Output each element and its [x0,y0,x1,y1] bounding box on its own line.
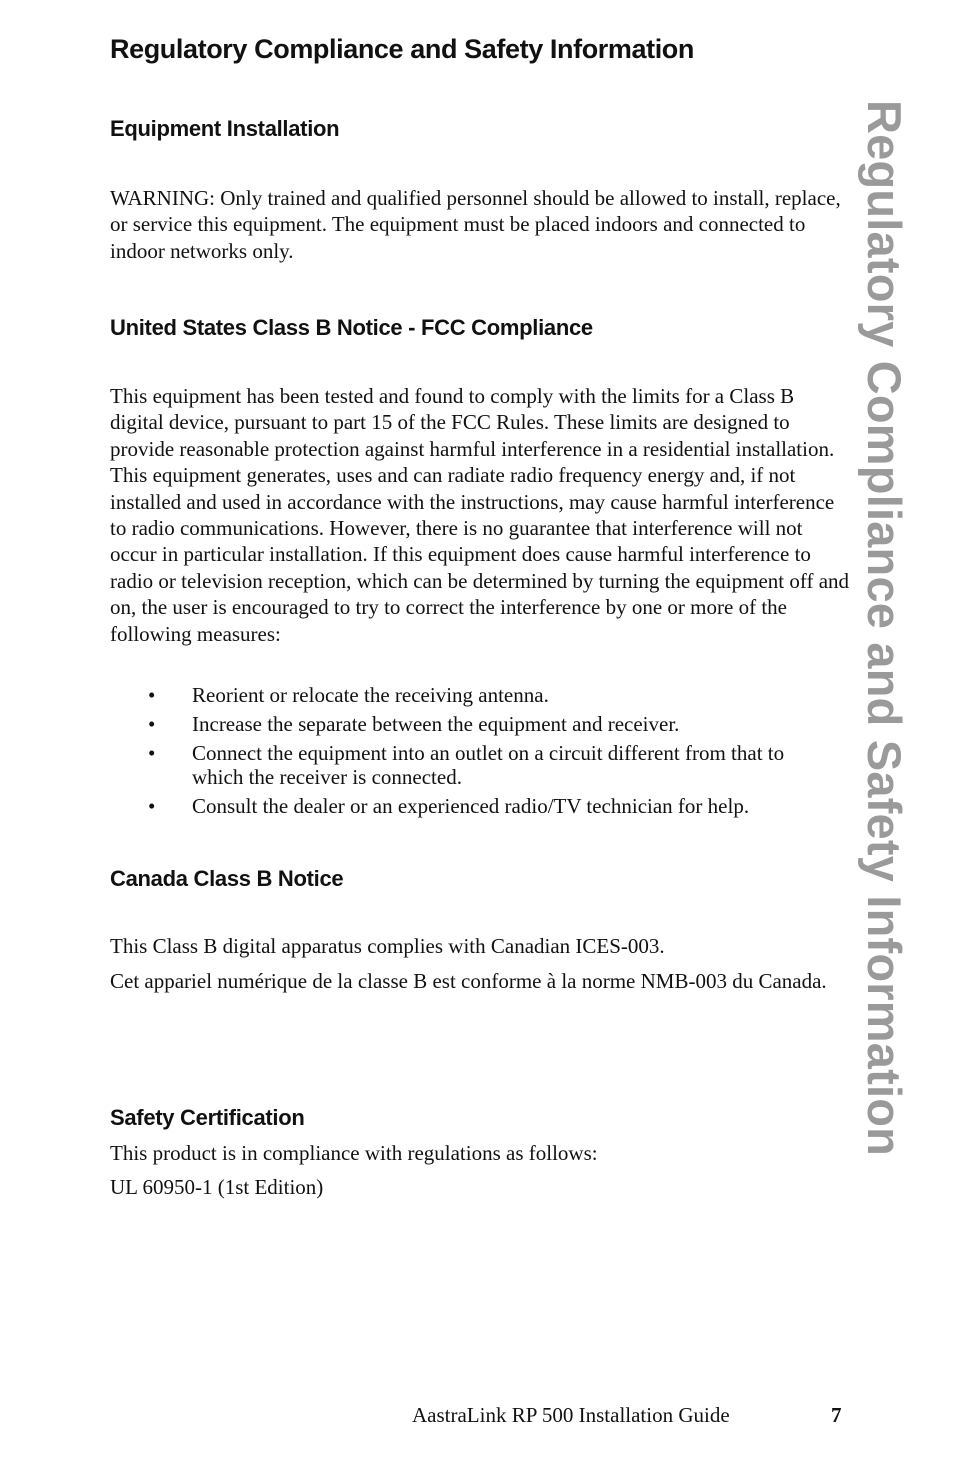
canada-notice-french: Cet appariel numérique de la classe B est conforme à la norme NMB-003 du Canada. [110,969,827,993]
bullet-icon: • [148,741,156,765]
list-item: • Consult the dealer or an experienced radio/TV technician for help. [148,794,750,818]
fcc-measures-list [110,683,855,823]
side-section-tab [860,100,920,1350]
footer-guide-title: AastraLink RP 500 Installation Guide [412,1403,730,1427]
side-title-text: Regulatory Compliance and Safety Information [858,100,911,1157]
list-item: • Connect the equipment into an outlet on a circuit different from that to which the receiver is connected. [148,741,785,789]
page-title: Regulatory Compliance and Safety Information [110,34,694,64]
equipment-installation-heading: Equipment Installation [110,116,340,141]
safety-standard: UL 60950-1 (1st Edition) [110,1175,324,1199]
list-item: • Reorient or relocate the receiving antenna. [148,683,549,707]
list-item: • Increase the separate between the equipment and receiver. [148,712,680,736]
safety-certification-heading: Safety Certification [110,1105,305,1130]
footer-page-number: 7 [831,1403,842,1427]
canada-notice-english: This Class B digital apparatus complies with Canadian ICES-003. [110,934,665,958]
bullet-icon: • [148,683,156,707]
equipment-installation-text: WARNING: Only trained and qualified personnel should be allowed to install, replace, or service this equipment. The equipment must be placed indoors and connected to indoor networks only. [110,186,841,263]
fcc-compliance-heading: United States Class B Notice - FCC Compliance [110,315,593,340]
canada-notice-heading: Canada Class B Notice [110,866,344,891]
bullet-icon: • [148,794,156,818]
safety-certification-text: This product is in compliance with regulations as follows: [110,1141,598,1165]
bullet-icon: • [148,712,156,736]
fcc-compliance-text: This equipment has been tested and found to comply with the limits for a Class B digital device, pursuant to part 15 of the FCC Rules. These limits are designed to provide reasonable protection against harmful interference in a residential installation. This equipment generates, uses and can radiate radio frequency energy and, if not installed and used in accordance with the instructions, may cause harmful interference to radio communications. However, there is no guarantee that interference will not occur in particular installation. If this equipment does cause harmful interference to radio or television reception, which can be determined by turning the equipment off and on, the user is encouraged to try to correct the interference by one or more of the following measures: [110,384,850,646]
